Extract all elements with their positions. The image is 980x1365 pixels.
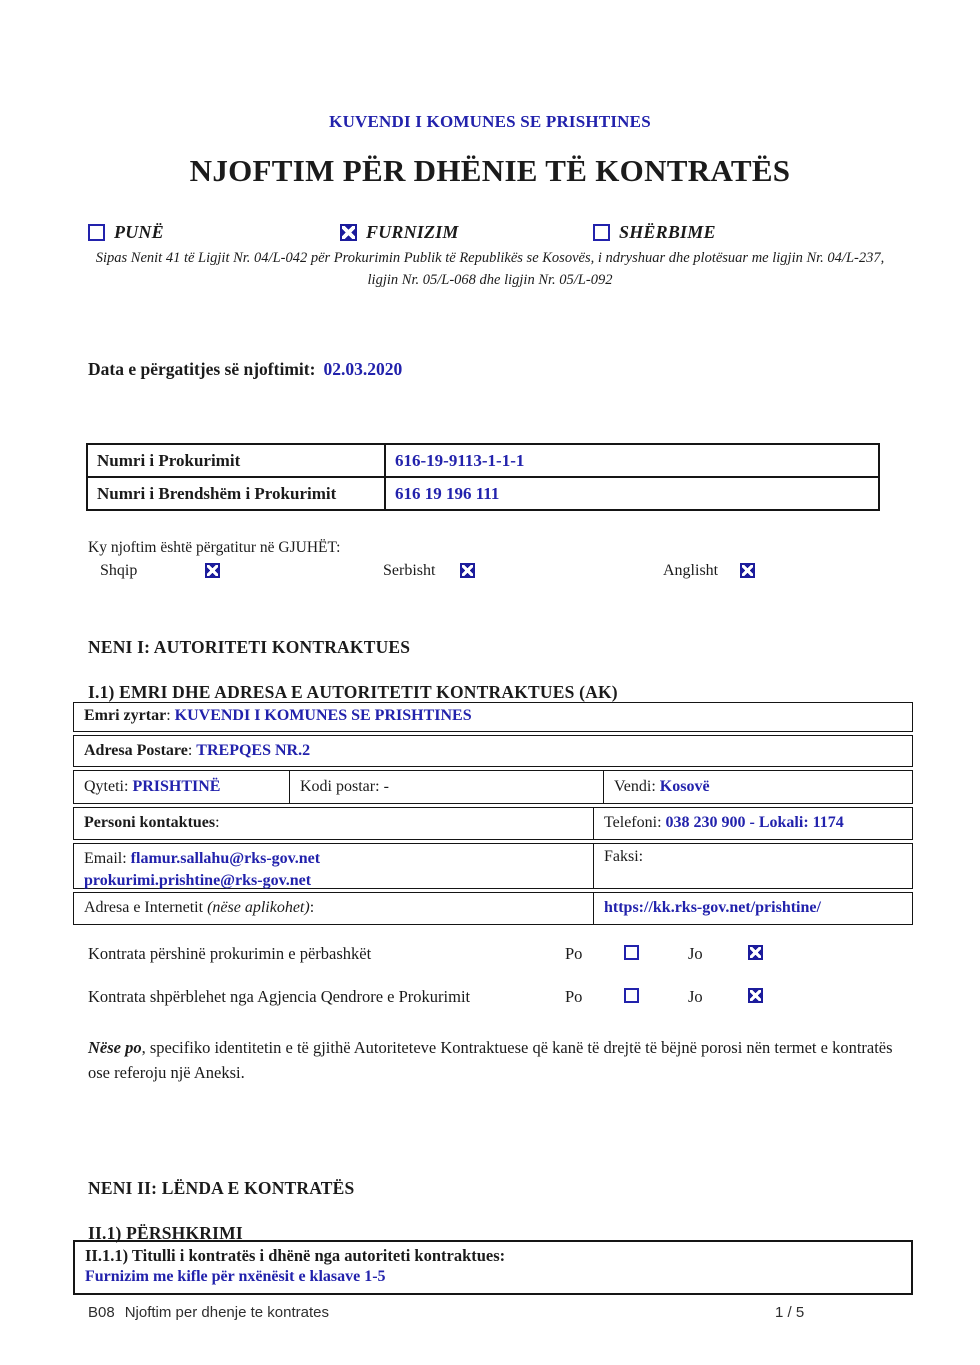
contact-person-label: Personi kontaktues <box>84 814 216 831</box>
contract-title-label: II.1.1) Titulli i kontratës i dhënë nga autoriteti kontraktues: <box>85 1246 506 1265</box>
language-anglisht-label: Anglisht <box>663 562 719 579</box>
postal-address-row <box>73 735 913 767</box>
postal-address-value: TREPQES NR.2 <box>196 742 311 759</box>
city-cell: Qyteti: PRISHTINË <box>84 778 221 795</box>
contact-person-row <box>73 807 913 840</box>
website-row <box>73 892 913 925</box>
postal-address-cell: Adresa Postare: TREPQES NR.2 <box>84 742 311 759</box>
fax-label: Faksi <box>604 848 639 865</box>
contract-type-furnizim <box>340 222 459 243</box>
fax-cell: Faksi: <box>593 844 912 888</box>
preparation-date-value: 02.03.2020 <box>323 359 403 379</box>
page-title: NJOFTIM PËR DHËNIE TË KONTRATËS <box>189 153 791 188</box>
email-cell: Email: flamur.sallahu@rks-gov.net prokurimi.prishtine@rks-gov.net <box>84 850 321 889</box>
question-text: Kontrata përshinë prokurimin e përbashkët <box>88 944 372 963</box>
official-name-row <box>73 702 913 732</box>
po-checkbox[interactable] <box>624 988 639 1003</box>
organization-header: KUVENDI I KOMUNES SE PRISHTINES <box>329 112 651 131</box>
section2-heading: NENI II: LËNDA E KONTRATËS <box>88 1178 355 1198</box>
email-link-2[interactable]: prokurimi.prishtine@rks-gov.net <box>84 871 312 889</box>
postal-code-label: Kodi postar <box>300 778 376 795</box>
procurement-numbers-table <box>86 443 880 511</box>
central-agency-question <box>88 987 900 1009</box>
furnizim-label: FURNIZIM <box>366 222 459 242</box>
language-anglisht-checkbox[interactable] <box>740 563 755 578</box>
pune-checkbox[interactable] <box>88 224 105 241</box>
table-row <box>87 477 879 510</box>
website-link[interactable]: https://kk.rks-gov.net/prishtine/ <box>604 899 821 916</box>
language-serbisht-checkbox[interactable] <box>460 563 475 578</box>
section1-subheading: I.1) EMRI DHE ADRESA E AUTORITETIT KONTRAKTUES (AK) <box>88 682 618 702</box>
languages-row <box>88 562 828 584</box>
jo-label: Jo <box>688 944 703 963</box>
country-label: Vendi <box>614 778 652 795</box>
city-value: PRISHTINË <box>132 778 221 795</box>
table-row <box>87 444 879 477</box>
procurement-number-value: 616-19-9113-1-1-1 <box>385 444 879 477</box>
contract-type-pune <box>88 222 164 243</box>
pune-label: PUNË <box>114 222 164 242</box>
po-label: Po <box>565 987 583 1006</box>
website-label-cell: Adresa e Internetit (nëse aplikohet): <box>84 899 315 916</box>
contact-person-cell: Personi kontaktues: <box>84 814 220 831</box>
contracting-authority-table <box>73 702 913 928</box>
languages-intro: Ky njoftim është përgatitur në GJUHËT: <box>88 539 341 556</box>
city-label: Qyteti <box>84 778 124 795</box>
phone-label: Telefoni <box>604 814 658 831</box>
postal-code-cell: Kodi postar: - <box>289 771 603 803</box>
website-cell <box>593 893 912 924</box>
procurement-number-label: Numri i Prokurimit <box>87 444 385 477</box>
page-number: 1 / 5 <box>775 1304 805 1321</box>
postal-address-label: Adresa Postare <box>84 742 188 759</box>
jo-checkbox[interactable] <box>748 988 763 1003</box>
legal-basis-text: Sipas Nenit 41 të Ligjit Nr. 04/L-042 për Prokurimin Publik të Republikës se Kosovës, i ndryshuar dhe plotësuar me ligjin Nr. 04/L-237, ligjin Nr. 05/L-068 dhe ligjin Nr. 05/L-092 <box>95 250 885 289</box>
po-checkbox[interactable] <box>624 945 639 960</box>
contract-title-value: Furnizim me kifle për nxënësit e klasave 1-5 <box>85 1268 386 1285</box>
section1-heading: NENI I: AUTORITETI KONTRAKTUES <box>88 637 411 657</box>
footer-document-label <box>88 1304 329 1321</box>
contract-type-sherbime <box>593 222 716 243</box>
sherbime-checkbox[interactable] <box>593 224 610 241</box>
official-name-cell: Emri zyrtar: KUVENDI I KOMUNES SE PRISHTINES <box>84 707 472 724</box>
jo-checkbox[interactable] <box>748 945 763 960</box>
country-cell: Vendi: Kosovë <box>603 771 912 803</box>
contract-title-box <box>73 1240 913 1295</box>
email-label: Email <box>84 850 123 867</box>
official-name-label: Emri zyrtar <box>84 707 167 724</box>
sherbime-label: SHËRBIME <box>619 222 716 242</box>
city-row <box>73 770 913 804</box>
preparation-date-label: Data e përgatitjes së njoftimit: <box>88 359 316 379</box>
country-value: Kosovë <box>659 778 710 795</box>
section2-subheading: II.1) PËRSHKRIMI <box>88 1223 243 1243</box>
website-note: (nëse aplikohet) <box>207 899 310 916</box>
email-row <box>73 843 913 889</box>
preparation-date-line <box>88 359 402 380</box>
if-yes-note <box>88 1036 896 1086</box>
website-label: Adresa e Internetit <box>84 899 204 916</box>
footer-title: Njoftim per dhenje te kontrates <box>124 1304 329 1321</box>
note-lead: Nëse po <box>88 1038 142 1057</box>
language-shqip-checkbox[interactable] <box>205 563 220 578</box>
internal-number-value: 616 19 196 111 <box>385 477 879 510</box>
internal-number-label: Numri i Brendshëm i Prokurimit <box>87 477 385 510</box>
language-shqip-label: Shqip <box>100 562 138 579</box>
contract-type-row <box>88 222 898 244</box>
official-name-value: KUVENDI I KOMUNES SE PRISHTINES <box>174 707 472 724</box>
email-link-1[interactable]: flamur.sallahu@rks-gov.net <box>130 850 321 867</box>
po-label: Po <box>565 944 583 963</box>
postal-code-value: - <box>383 778 389 795</box>
phone-cell: Telefoni: 038 230 900 - Lokali: 1174 <box>593 808 912 839</box>
footer-code: B08 <box>88 1304 115 1321</box>
note-rest: , specifiko identitetin e të gjithë Autoriteteve Kontraktuese që kanë të drejtë të bëjnë porosi nën termet e kontratës ose referoju një Aneksi. <box>88 1038 893 1082</box>
language-serbisht-label: Serbisht <box>383 562 436 579</box>
joint-procurement-question <box>88 944 900 966</box>
furnizim-checkbox[interactable] <box>340 224 357 241</box>
jo-label: Jo <box>688 987 703 1006</box>
question-text: Kontrata shpërblehet nga Agjencia Qendrore e Prokurimit <box>88 987 471 1006</box>
phone-value: 038 230 900 - Lokali: 1174 <box>665 814 844 831</box>
